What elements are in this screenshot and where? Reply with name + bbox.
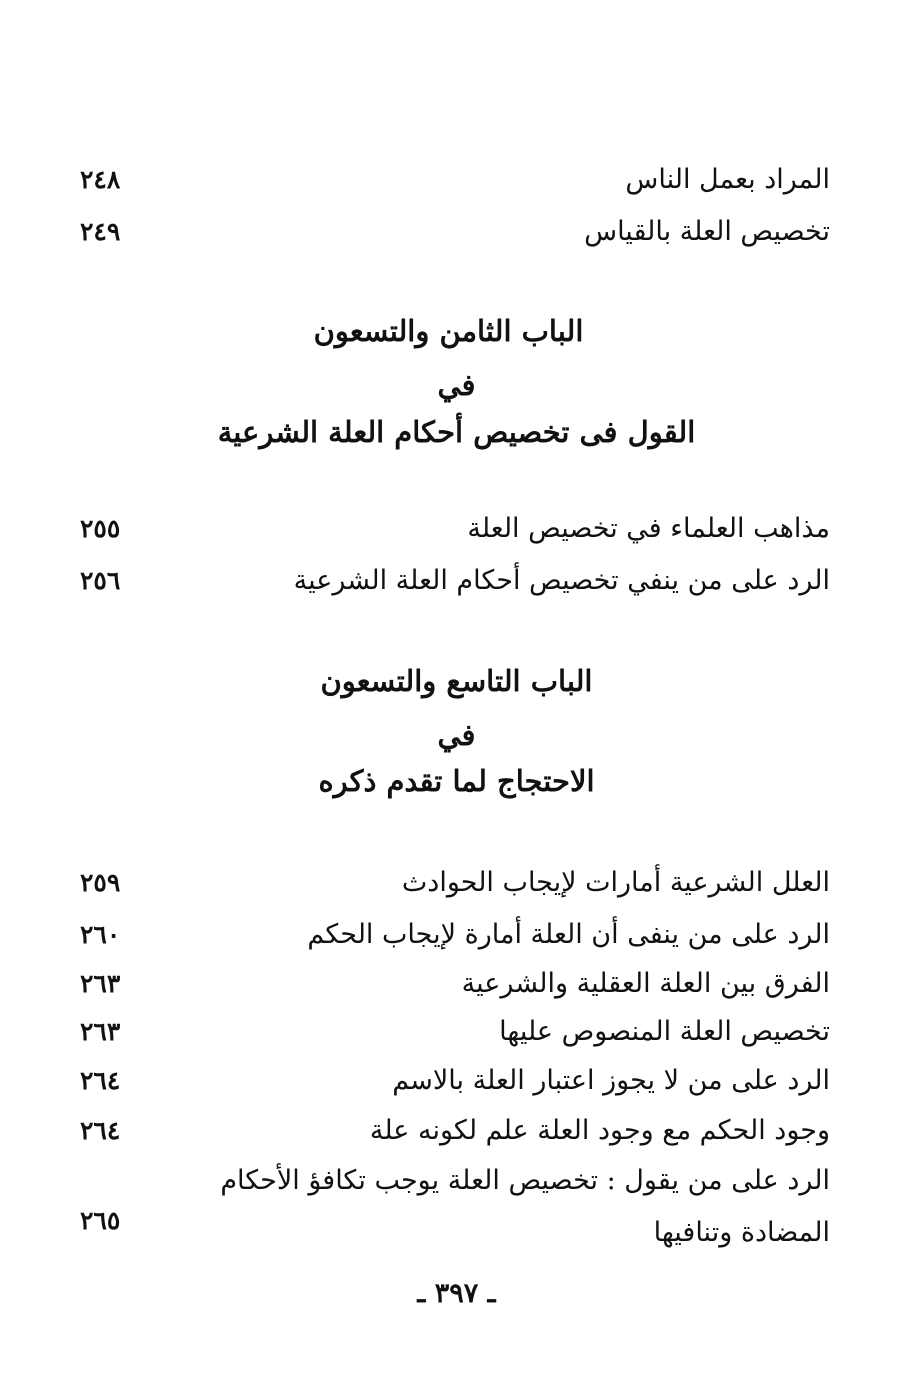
entry-page-number: ٢٦٣ <box>80 1017 121 1046</box>
entry-title: العلل الشرعية أمارات لإيجاب الحوادث <box>401 867 830 898</box>
entry-title: تخصيص العلة المنصوص عليها <box>499 1016 830 1047</box>
entry-title <box>210 1155 830 1259</box>
chapter-heading <box>0 653 913 709</box>
chapter-subject <box>0 404 913 460</box>
entry-title-line: الرد على من يقول : تخصيص العلة يوجب تكافؤ الأحكام <box>220 1165 830 1196</box>
toc-entry <box>60 154 830 206</box>
toc-entry <box>60 1105 830 1157</box>
entry-title: الرد على من لا يجوز اعتبار العلة بالاسم <box>392 1065 830 1096</box>
toc-entry <box>60 857 830 909</box>
entry-title: مذاهب العلماء في تخصيص العلة <box>467 513 830 544</box>
entry-page-number: ٢٥٦ <box>80 566 121 595</box>
entry-title: وجود الحكم مع وجود العلة علم لكونه علة <box>369 1115 830 1146</box>
entry-page-number: ٢٥٩ <box>80 868 121 897</box>
entry-page-number: ٢٦٣ <box>80 969 121 998</box>
toc-entry <box>60 958 830 1010</box>
toc-entry <box>60 206 830 258</box>
entry-title: الفرق بين العلة العقلية والشرعية <box>461 968 830 999</box>
entry-title-line: المضادة وتنافيها <box>653 1217 830 1248</box>
chapter-heading <box>0 303 913 359</box>
chapter-connector-text: في <box>437 368 476 402</box>
toc-entry <box>60 1006 830 1058</box>
chapter-heading-text: الباب الثامن والتسعون <box>313 314 584 348</box>
entry-page-number: ٢٦٠ <box>80 920 121 949</box>
chapter-subject <box>0 753 913 809</box>
chapter-subject-text: القول فى تخصيص أحكام العلة الشرعية <box>217 415 696 449</box>
toc-entry <box>60 1055 830 1107</box>
entry-page-number: ٢٥٥ <box>80 514 121 543</box>
entry-title: الرد على من ينفى أن العلة أمارة لإيجاب الحكم <box>307 919 830 950</box>
toc-entry <box>60 909 830 961</box>
entry-title: الرد على من ينفي تخصيص أحكام العلة الشرعية <box>293 565 830 596</box>
footer-page-number: ـ ٣٩٧ ـ <box>417 1278 496 1309</box>
entry-page-number: ٢٤٩ <box>80 217 121 246</box>
toc-entry <box>60 555 830 607</box>
chapter-connector-text: في <box>437 718 476 752</box>
entry-page-number: ٢٦٤ <box>80 1066 121 1095</box>
entry-page-number: ٢٦٤ <box>80 1116 121 1145</box>
chapter-subject-text: الاحتجاج لما تقدم ذكره <box>318 764 595 798</box>
entry-title: المراد بعمل الناس <box>625 164 830 195</box>
page-footer <box>0 1268 913 1320</box>
chapter-heading-text: الباب التاسع والتسعون <box>320 664 593 698</box>
toc-entry-multiline <box>60 1155 830 1259</box>
entry-page-number: ٢٦٥ <box>80 1206 121 1235</box>
toc-entry <box>60 503 830 555</box>
entry-page-number: ٢٤٨ <box>80 165 121 194</box>
entry-title: تخصيص العلة بالقياس <box>584 216 830 247</box>
